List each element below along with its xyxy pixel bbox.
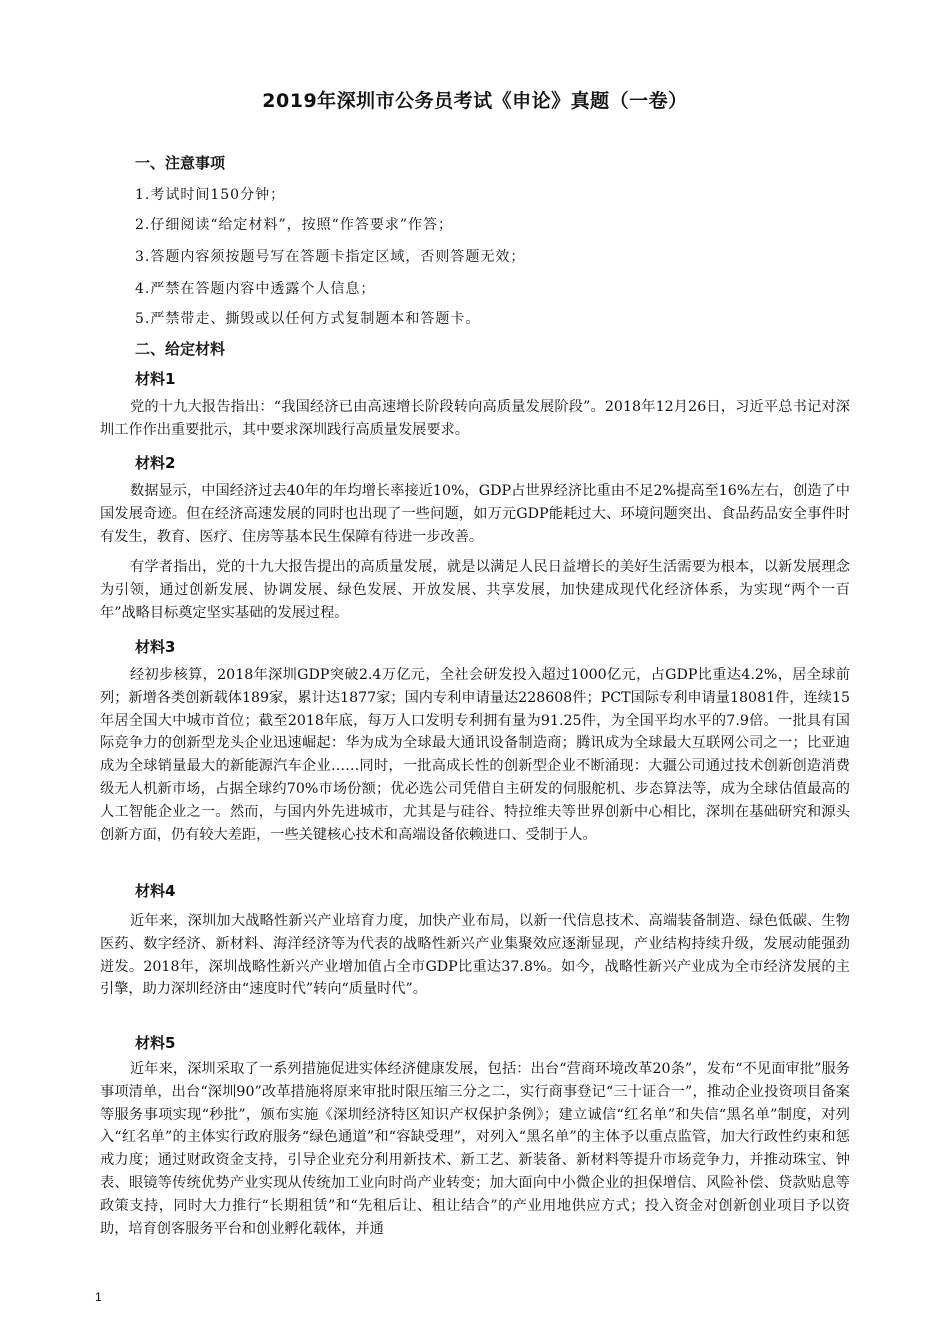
material-5-paragraph: 近年来，深圳采取了一系列措施促进实体经济健康发展，包括：出台“营商环境改革20条”，发布“不见面审批”服务事项清单，出台“深圳90”改革措施将原来审批时限压缩三分之二，实行商事登记“三十证合一”，推动企业投资项目备案等服务事项实现“秒批”，颁布实施《深圳经济特区知识产权保护条例》；建立诚信“红名单”和失信“黑名单”制度，对列入“红名单”的主体实行政府服务“绿色通道”和“容缺受理”，对列入“黑名单”的主体予以重点监管，加大行政性约束和惩戒力度；通过财政资金支持，引导企业充分利用新技术、新工艺、新装备、新材料等提升市场竞争力，并推动珠宝、钟表、眼镜等传统优势产业实现从传统加工业向时尚产业转变；加大面向中小微企业的担保增信、风险补偿、贷款贴息等政策支持，同时大力推行“长期租赁”和“先租后让、租让结合”的产业用地供应方式；投入资金对创新创业项目予以资助，培育创客服务平台和创业孵化载体，并通	[100, 1061, 850, 1237]
note-item-1: 1.考试时间150分钟；	[135, 187, 286, 203]
section-heading-notes: 一、注意事项	[135, 154, 226, 172]
material-2-paragraph-1: 数据显示，中国经济过去40年的年均增长率接近10%，GDP占世界经济比重由不足2%提高至16%左右，创造了中国发展奇迹。但在经济高速发展的同时也出现了一些问题，如万元GDP能耗过大、环境问题突出、食品药品安全事件时有发生，教育、医疗、住房等基本民生保障有待进一步改善。	[100, 483, 850, 545]
document-title: 2019年深圳市公务员考试《申论》真题（一卷）	[262, 90, 688, 112]
material-label-5: 材料5	[135, 1034, 176, 1052]
material-2-paragraph-2: 有学者指出，党的十九大报告提出的高质量发展，就是以满足人民日益增长的美好生活需要为根本，以新发展理念为引领，通过创新发展、协调发展、绿色发展、开放发展、共享发展，加快建成现代化经济体系，为实现“两个一百年”战略目标奠定坚实基础的发展过程。	[100, 559, 850, 621]
material-label-2: 材料2	[135, 454, 176, 472]
section-heading-materials: 二、给定材料	[135, 340, 226, 358]
material-3-paragraph: 经初步核算，2018年深圳GDP突破2.4万亿元，全社会研发投入超过1000亿元，占GDP比重达4.2%，居全球前列；新增各类创新载体189家，累计达1877家；国内专利申请量达228608件；PCT国际专利申请量18081件，连续15年居全国大中城市首位；截至2018年底，每万人口发明专利拥有量为91.25件，为全国平均水平的7.9倍。一批具有国际竞争力的创新型龙头企业迅速崛起：华为成为全球最大通讯设备制造商；腾讯成为全球最大互联网公司之一；比亚迪成为全球销量最大的新能源汽车企业……同时，一批高成长性的创新型企业不断涌现：大疆公司通过技术创新创造消费级无人机新市场，占据全球约70%市场份额；优必选公司凭借自主研发的伺服舵机、步态算法等，成为全球估值最高的人工智能企业之一。然而，与国内外先进城市，尤其是与硅谷、特拉维夫等世界创新中心相比，深圳在基础研究和源头创新方面，仍有较大差距，一些关键核心技术和高端设备依赖进口、受制于人。	[100, 667, 850, 843]
material-label-4: 材料4	[135, 882, 176, 900]
material-1-paragraph: 党的十九大报告指出：“我国经济已由高速增长阶段转向高质量发展阶段”。2018年12月26日，习近平总书记对深圳工作作出重要批示，其中要求深圳践行高质量发展要求。	[100, 399, 850, 438]
note-item-5: 5.严禁带走、撕毁或以任何方式复制题本和答题卡。	[135, 311, 481, 327]
note-item-4: 4.严禁在答题内容中透露个人信息；	[135, 281, 376, 297]
material-label-1: 材料1	[135, 370, 176, 388]
material-4-paragraph: 近年来，深圳加大战略性新兴产业培育力度，加快产业布局，以新一代信息技术、高端装备制造、绿色低碳、生物医药、数字经济、新材料、海洋经济等为代表的战略性新兴产业集聚效应逐渐显现，产业结构持续升级，发展动能强劲迸发。2018年，深圳战略性新兴产业增加值占全市GDP比重达37.8%。如今，战略性新兴产业成为全市经济发展的主引擎，助力深圳经济由“速度时代”转向“质量时代”。	[100, 913, 850, 998]
page-number: 1	[95, 1290, 102, 1304]
note-item-3: 3.答题内容须按题号写在答题卡指定区域，否则答题无效；	[135, 249, 526, 265]
material-label-3: 材料3	[135, 638, 176, 656]
note-item-2: 2.仔细阅读“给定材料”，按照“作答要求”作答；	[135, 217, 453, 233]
